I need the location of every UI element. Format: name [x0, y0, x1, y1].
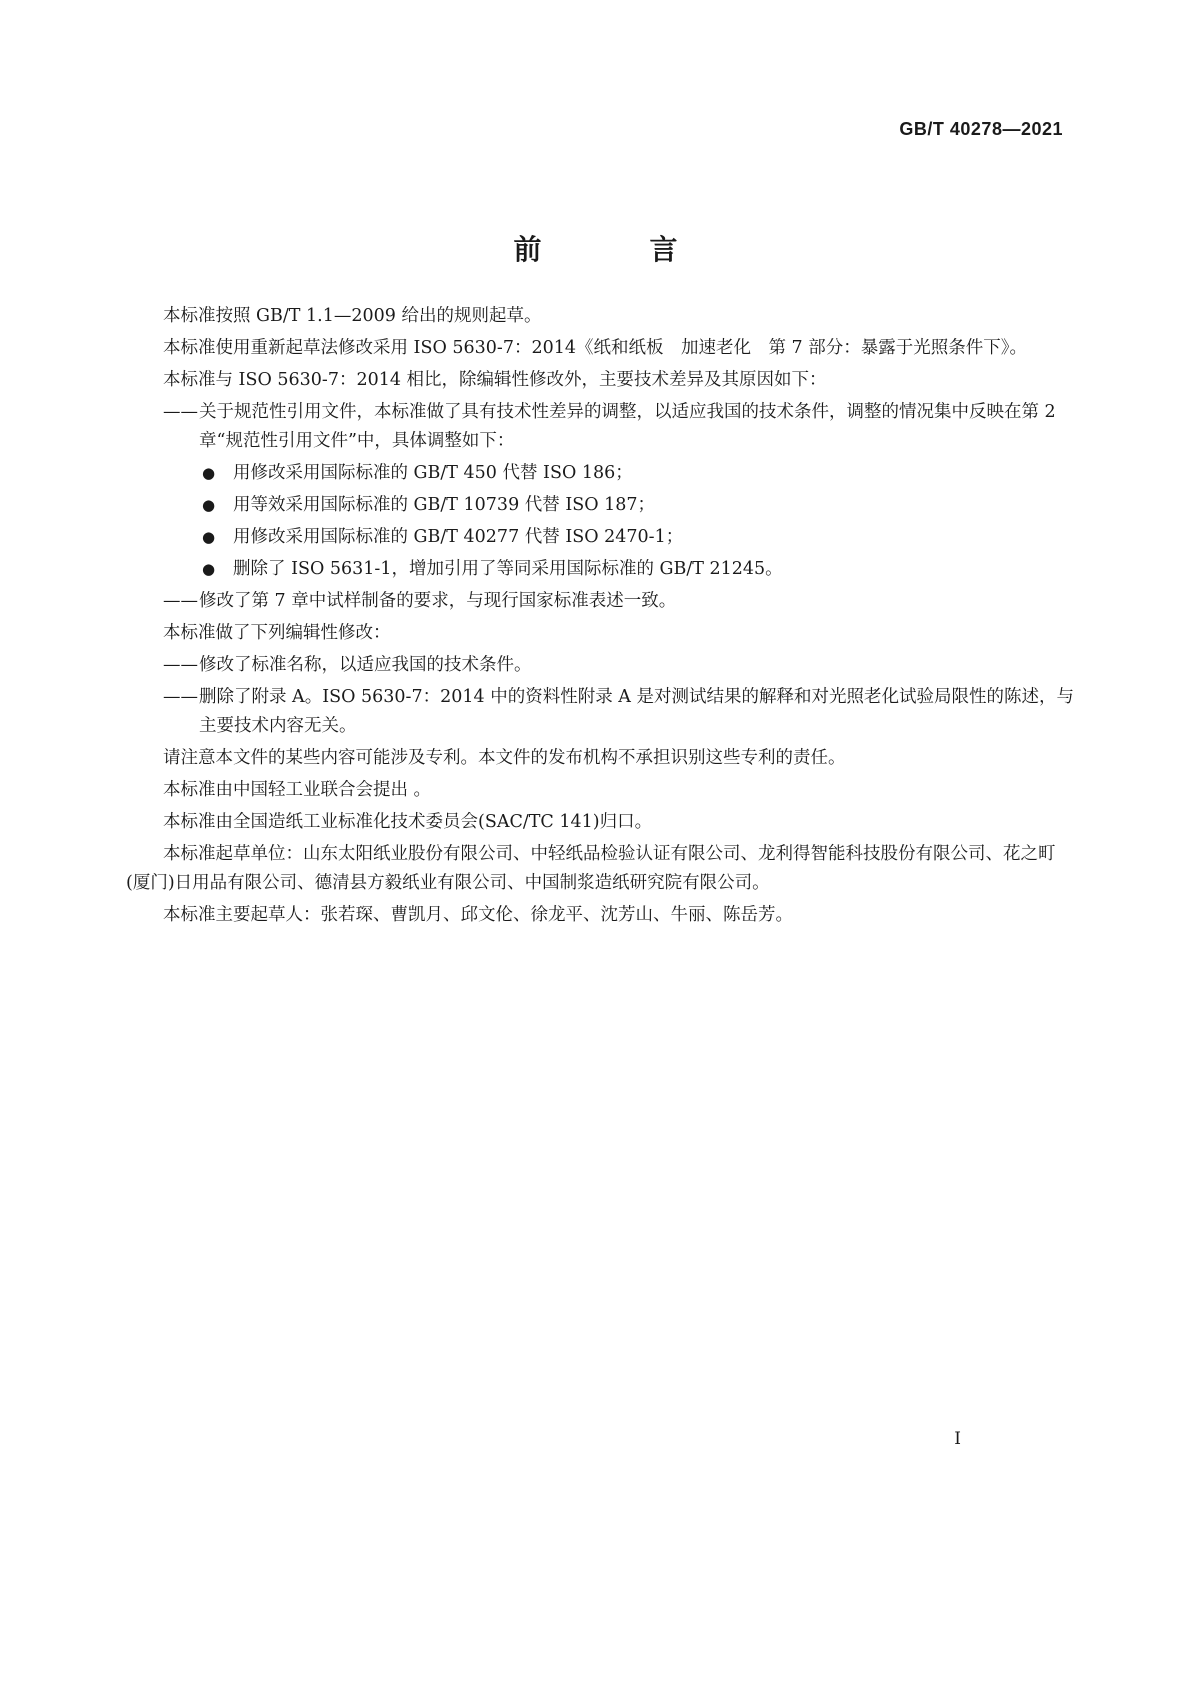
bullet-item — [126, 555, 1074, 584]
standard-code: GB/T 40278—2021 — [899, 119, 1063, 139]
paragraph-drafters: 本标准主要起草人：张若琛、曹凯月、邱文伦、徐龙平、沈芳山、牛丽、陈岳芳。 — [163, 905, 793, 925]
bullet-icon: ● — [202, 528, 216, 546]
dash-item-standard-name — [126, 651, 1074, 680]
dash-item-annex-removed — [126, 683, 1074, 741]
bullet-icon: ● — [202, 560, 216, 578]
bullet-item — [126, 523, 1074, 552]
paragraph-differences-intro: 本标准与 ISO 5630-7：2014 相比，除编辑性修改外，主要技术差异及其原因如下： — [163, 370, 827, 390]
paragraph-editorial-intro: 本标准做了下列编辑性修改： — [163, 623, 391, 643]
bullet-text: 用等效采用国际标准的 GB/T 10739 代替 ISO 187； — [233, 495, 656, 515]
paragraph-drafting-rules: 本标准按照 GB/T 1.1—2009 给出的规则起草。 — [163, 306, 542, 326]
paragraph-drafting-units: 本标准起草单位：山东太阳纸业股份有限公司、中轻纸品检验认证有限公司、龙利得智能科技股份有限公司、花之町(厦门)日用品有限公司、德清县方毅纸业有限公司、中国制浆造纸研究院有限公司。 — [126, 844, 1056, 893]
dash-item-text: 修改了第 7 章中试样制备的要求，与现行国家标准表述一致。 — [199, 591, 677, 611]
paragraph-technical-committee: 本标准由全国造纸工业标准化技术委员会(SAC/TC 141)归口。 — [163, 812, 653, 832]
paragraph-proposed-by: 本标准由中国轻工业联合会提出 。 — [163, 780, 432, 800]
bullet-icon: ● — [202, 464, 216, 482]
dash-item-text: 删除了附录 A。ISO 5630-7：2014 中的资料性附录 A 是对测试结果的解释和对光照老化试验局限性的陈述，与主要技术内容无关。 — [199, 687, 1074, 736]
document-body — [126, 302, 1074, 933]
paragraph-patent-notice: 请注意本文件的某些内容可能涉及专利。本文件的发布机构不承担识别这些专利的责任。 — [163, 748, 846, 768]
dash-item-text: 关于规范性引用文件，本标准做了具有技术性差异的调整，以适应我国的技术条件，调整的情况集中反映在第 2 章“规范性引用文件”中，具体调整如下： — [199, 402, 1056, 451]
dash-item-text: 修改了标准名称，以适应我国的技术条件。 — [199, 655, 532, 675]
bullet-text: 用修改采用国际标准的 GB/T 40277 代替 ISO 2470-1； — [233, 527, 684, 547]
paragraph-adoption: 本标准使用重新起草法修改采用 ISO 5630-7：2014《纸和纸板 加速老化 第 7 部分：暴露于光照条件下》。 — [163, 338, 1027, 358]
dash-mark: —— — [163, 402, 198, 422]
dash-item-normative-references — [126, 398, 1074, 456]
dash-mark: —— — [163, 687, 198, 707]
dash-mark: —— — [163, 655, 198, 675]
page-title: 前 言 — [513, 233, 718, 266]
bullet-text: 用修改采用国际标准的 GB/T 450 代替 ISO 186； — [233, 463, 633, 483]
bullet-item — [126, 491, 1074, 520]
dash-mark: —— — [163, 591, 198, 611]
dash-item-sample-preparation — [126, 587, 1074, 616]
bullet-icon: ● — [202, 496, 216, 514]
bullet-text: 删除了 ISO 5631-1，增加引用了等同采用国际标准的 GB/T 21245。 — [233, 559, 783, 579]
bullet-item — [126, 459, 1074, 488]
page-number: I — [954, 1429, 961, 1449]
